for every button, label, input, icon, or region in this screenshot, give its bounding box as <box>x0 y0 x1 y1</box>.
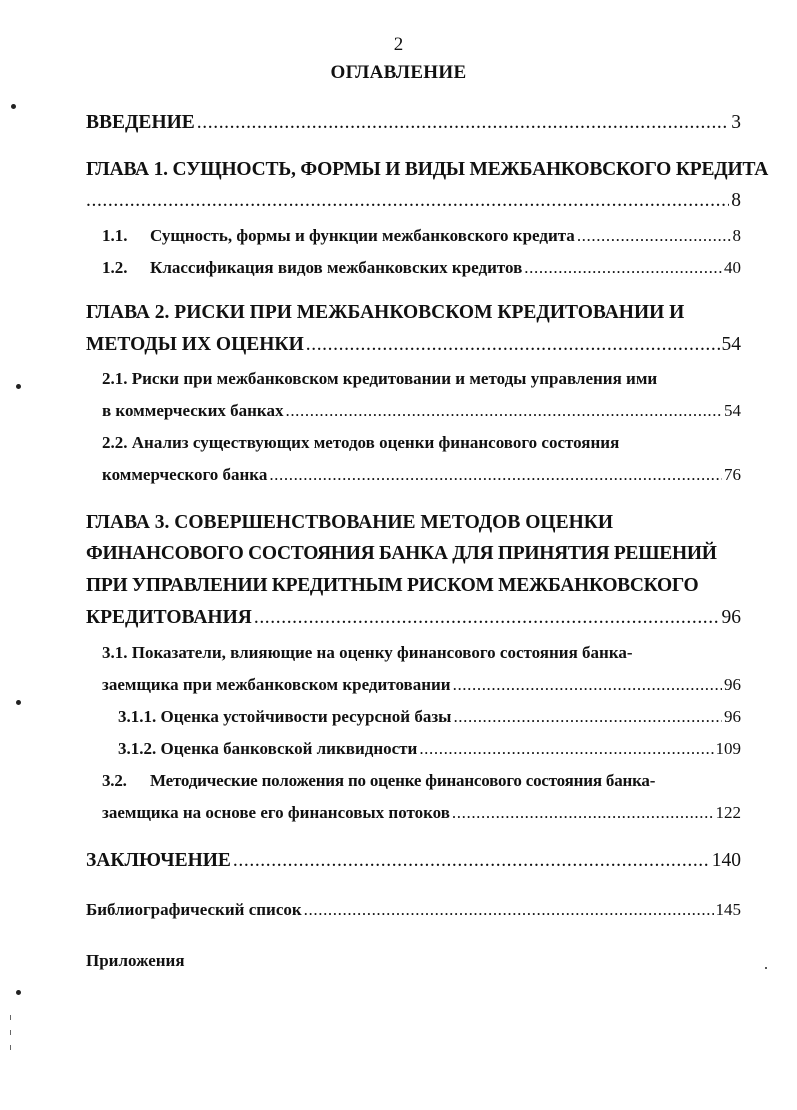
toc-entry-conclusion[interactable] <box>86 850 741 872</box>
toc-page-number: 54 <box>724 401 741 420</box>
dot-leader <box>285 401 722 421</box>
toc-entry-3-1-2[interactable] <box>118 739 741 759</box>
page-number: 2 <box>393 34 404 55</box>
scan-dot <box>11 104 16 109</box>
toc-chapter-3-line1[interactable]: ГЛАВА 3. СОВЕРШЕНСТВОВАНИЕ МЕТОДОВ ОЦЕНКИ <box>86 512 614 533</box>
scan-mark <box>10 1030 11 1035</box>
toc-entry-intro[interactable] <box>86 112 741 134</box>
toc-entry-1-1[interactable] <box>102 226 741 246</box>
toc-entry-3-1-line1[interactable]: 3.1. Показатели, влияющие на оценку финансового состояния банка- <box>102 643 633 662</box>
dot-leader <box>306 334 720 356</box>
toc-entry-label: Методические положения по оценке финансового состояния банка- <box>150 771 656 790</box>
toc-entry-bibliography[interactable] <box>86 900 741 920</box>
toc-entry-label: ЗАКЛЮЧЕНИЕ <box>86 850 231 871</box>
dot-leader <box>254 607 720 629</box>
toc-entry-1-2[interactable] <box>102 258 741 278</box>
toc-page-number: 109 <box>715 739 741 758</box>
toc-entry-label: Библиографический список <box>86 900 302 919</box>
toc-page-number: 8 <box>732 226 741 245</box>
toc-page-number: 145 <box>715 900 741 919</box>
scan-dot <box>16 384 21 389</box>
scan-dot <box>16 990 21 995</box>
dot-leader <box>419 739 713 759</box>
toc-page-number: 8 <box>731 190 741 211</box>
dot-leader <box>304 900 714 920</box>
section-number: 3.2. <box>102 771 127 790</box>
toc-entry-2-1-line1[interactable]: 2.1. Риски при межбанковском кредитовании и методы управления ими <box>102 369 658 388</box>
toc-entry-label: МЕТОДЫ ИХ ОЦЕНКИ <box>86 334 304 355</box>
dot-leader <box>453 675 722 695</box>
toc-page-number: 96 <box>721 607 741 628</box>
toc-entry-3-2-line1[interactable] <box>102 771 655 791</box>
toc-page-number: 76 <box>724 465 741 484</box>
dot-leader <box>452 803 714 823</box>
toc-entry-2-2[interactable] <box>102 465 741 485</box>
toc-entry-2-2-line1[interactable]: 2.2. Анализ существующих методов оценки финансового состояния <box>102 433 620 452</box>
toc-entry-label: КРЕДИТОВАНИЯ <box>86 607 252 628</box>
toc-chapter-3-line3[interactable]: ПРИ УПРАВЛЕНИИ КРЕДИТНЫМ РИСКОМ МЕЖБАНКОВСКОГО <box>86 575 699 596</box>
dot-leader <box>233 850 710 872</box>
toc-chapter-2[interactable] <box>86 334 741 356</box>
toc-entry-label: 3.1.1. Оценка устойчивости ресурсной базы <box>118 707 452 726</box>
section-number: 1.1. <box>102 226 128 245</box>
toc-entry-label: Сущность, формы и функции межбанковского кредита <box>150 226 575 245</box>
toc-page-number: 122 <box>715 803 741 822</box>
toc-entry-2-1[interactable] <box>102 401 741 421</box>
toc-chapter-1-leader[interactable] <box>86 190 741 212</box>
toc-chapter-3[interactable] <box>86 607 741 629</box>
toc-page-number: 3 <box>731 112 741 133</box>
toc-chapter-3-line2[interactable]: ФИНАНСОВОГО СОСТОЯНИЯ БАНКА ДЛЯ ПРИНЯТИЯ РЕШЕНИЙ <box>86 543 717 564</box>
scan-dot <box>765 967 767 969</box>
section-number: 1.2. <box>102 258 128 277</box>
page-title: ОГЛАВЛЕНИЕ <box>330 62 467 83</box>
dot-leader <box>524 258 722 278</box>
toc-page-number: 96 <box>724 707 741 726</box>
toc-entry-label: ВВЕДЕНИЕ <box>86 112 195 133</box>
toc-entry-label: коммерческого банка <box>102 465 268 484</box>
toc-entry-label: заемщика на основе его финансовых потоков <box>102 803 450 822</box>
scan-mark <box>10 1015 11 1020</box>
dot-leader <box>197 112 729 134</box>
toc-entry-label: в коммерческих банках <box>102 401 284 420</box>
toc-page-number: 54 <box>721 334 741 355</box>
toc-entry-label: заемщика при межбанковском кредитовании <box>102 675 451 694</box>
toc-entry-3-2[interactable] <box>102 803 741 823</box>
dot-leader <box>453 707 722 727</box>
toc-page-number: 40 <box>724 258 741 277</box>
toc-chapter-2-line1[interactable]: ГЛАВА 2. РИСКИ ПРИ МЕЖБАНКОВСКОМ КРЕДИТОВАНИИ И <box>86 302 685 323</box>
toc-entry-label: 3.1.2. Оценка банковской ликвидности <box>118 739 418 758</box>
toc-entry-3-1[interactable] <box>102 675 741 695</box>
toc-page-number: 140 <box>711 850 741 871</box>
toc-entry-label: Классификация видов межбанковских кредитов <box>150 258 523 277</box>
toc-chapter-1-title[interactable]: ГЛАВА 1. СУЩНОСТЬ, ФОРМЫ И ВИДЫ МЕЖБАНКОВСКОГО КРЕДИТА <box>86 159 769 180</box>
dot-leader <box>86 190 729 212</box>
scan-dot <box>16 700 21 705</box>
toc-entry-3-1-1[interactable] <box>118 707 741 727</box>
toc-page-number: 96 <box>724 675 741 694</box>
toc-entry-appendices[interactable]: Приложения <box>86 951 185 970</box>
dot-leader <box>269 465 722 485</box>
scan-mark <box>10 1045 11 1050</box>
dot-leader <box>577 226 731 246</box>
